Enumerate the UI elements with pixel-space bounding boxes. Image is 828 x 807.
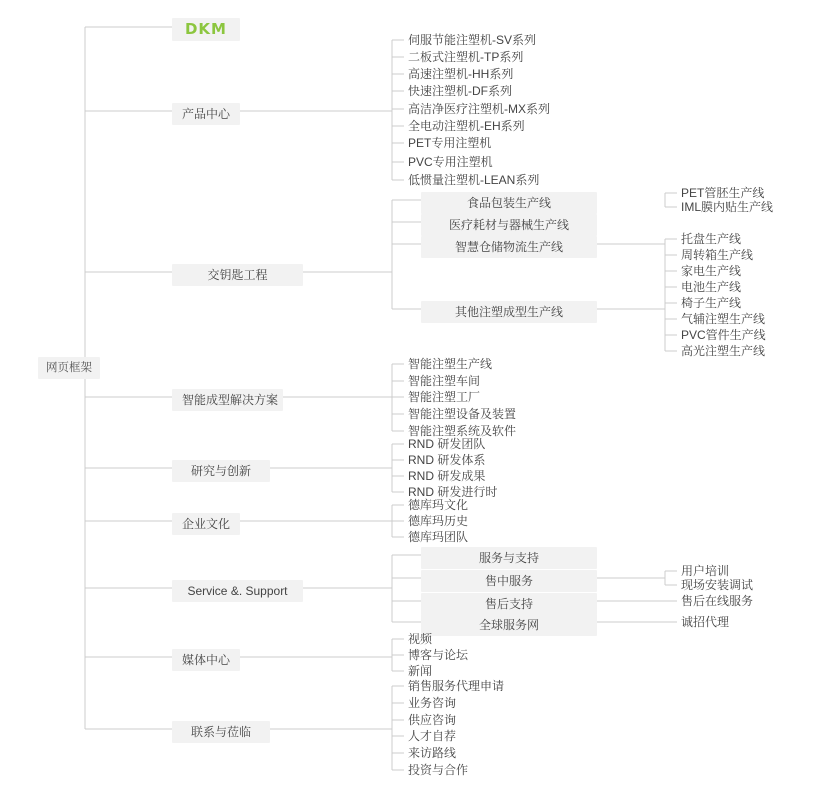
leaf-smart-software[interactable]: 智能注塑系统及软件 (408, 424, 517, 438)
node-food-packaging-line[interactable]: 食品包装生产线 (421, 192, 597, 214)
leaf-product-df[interactable]: 快速注塑机-DF系列 (408, 84, 512, 98)
root-node[interactable]: 网页框架 (38, 357, 100, 379)
leaf-smart-equipment[interactable]: 智能注塑设备及装置 (408, 407, 517, 421)
branch-smart-molding[interactable]: 智能成型解决方案 (172, 389, 283, 411)
leaf-rnd-system[interactable]: RND 研发体系 (408, 453, 486, 467)
leaf-product-pet[interactable]: PET专用注塑机 (408, 136, 492, 150)
leaf-iml-line[interactable]: IML膜内贴生产线 (681, 200, 774, 214)
leaf-battery-line[interactable]: 电池生产线 (681, 280, 742, 294)
leaf-visit-route[interactable]: 来访路线 (408, 746, 457, 760)
leaf-supply-inquiry[interactable]: 供应咨询 (408, 713, 457, 727)
branch-culture[interactable]: 企业文化 (172, 513, 240, 535)
branch-media[interactable]: 媒体中心 (172, 649, 240, 671)
leaf-investment-cooperation[interactable]: 投资与合作 (408, 763, 469, 777)
dkm-logo: DKM (184, 20, 227, 38)
node-service-support[interactable]: 服务与支持 (421, 547, 597, 569)
leaf-agent-recruitment[interactable]: 诚招代理 (681, 615, 730, 629)
leaf-rnd-team[interactable]: RND 研发团队 (408, 437, 486, 451)
leaf-pvc-fitting-line[interactable]: PVC管件生产线 (681, 328, 766, 342)
leaf-pallet-line[interactable]: 托盘生产线 (681, 232, 742, 246)
leaf-sales-agent-application[interactable]: 销售服务代理申请 (408, 679, 505, 693)
node-during-sale-service[interactable]: 售中服务 (421, 570, 597, 592)
leaf-video[interactable]: 视频 (408, 632, 433, 646)
leaf-product-eh[interactable]: 全电动注塑机-EH系列 (408, 119, 525, 133)
leaf-product-lean[interactable]: 低惯量注塑机-LEAN系列 (408, 173, 540, 187)
leaf-user-training[interactable]: 用户培训 (681, 564, 730, 578)
leaf-business-inquiry[interactable]: 业务咨询 (408, 696, 457, 710)
leaf-rnd-results[interactable]: RND 研发成果 (408, 469, 486, 483)
leaf-high-gloss-line[interactable]: 高光注塑生产线 (681, 344, 766, 358)
leaf-rnd-ongoing[interactable]: RND 研发进行时 (408, 485, 498, 499)
branch-research[interactable]: 研究与创新 (172, 460, 270, 482)
branch-service-support[interactable]: Service &. Support (172, 580, 303, 602)
leaf-smart-workshop[interactable]: 智能注塑车间 (408, 374, 481, 388)
node-smart-logistics-line[interactable]: 智慧仓储物流生产线 (421, 236, 597, 258)
leaf-product-pvc[interactable]: PVC专用注塑机 (408, 155, 493, 169)
leaf-pet-preform-line[interactable]: PET管胚生产线 (681, 186, 765, 200)
leaf-news[interactable]: 新闻 (408, 664, 433, 678)
leaf-appliance-line[interactable]: 家电生产线 (681, 264, 742, 278)
leaf-product-sv[interactable]: 伺服节能注塑机-SV系列 (408, 33, 537, 47)
leaf-smart-factory[interactable]: 智能注塑工厂 (408, 390, 481, 404)
branch-products[interactable]: 产品中心 (172, 103, 240, 125)
leaf-product-tp[interactable]: 二板式注塑机-TP系列 (408, 50, 524, 64)
logo-node[interactable] (172, 18, 240, 41)
leaf-online-aftersale[interactable]: 售后在线服务 (681, 594, 754, 608)
node-other-molding-lines[interactable]: 其他注塑成型生产线 (421, 301, 597, 323)
leaf-talent-application[interactable]: 人才自荐 (408, 729, 457, 743)
node-global-service-network[interactable]: 全球服务网 (421, 614, 597, 636)
branch-turnkey[interactable]: 交钥匙工程 (172, 264, 303, 286)
leaf-chair-line[interactable]: 椅子生产线 (681, 296, 742, 310)
leaf-culture-history[interactable]: 德库玛历史 (408, 514, 469, 528)
leaf-onsite-installation[interactable]: 现场安装调试 (681, 578, 754, 592)
leaf-product-mx[interactable]: 高洁净医疗注塑机-MX系列 (408, 102, 550, 116)
node-medical-consumables-line[interactable]: 医疗耗材与器械生产线 (421, 214, 597, 236)
branch-contact[interactable]: 联系与莅临 (172, 721, 270, 743)
leaf-crate-line[interactable]: 周转箱生产线 (681, 248, 754, 262)
leaf-culture-values[interactable]: 德库玛文化 (408, 498, 469, 512)
leaf-product-hh[interactable]: 高速注塑机-HH系列 (408, 67, 514, 81)
leaf-gas-assist-line[interactable]: 气辅注塑生产线 (681, 312, 766, 326)
node-after-sale-support[interactable]: 售后支持 (421, 593, 597, 615)
leaf-blog-forum[interactable]: 博客与论坛 (408, 648, 469, 662)
leaf-smart-line[interactable]: 智能注塑生产线 (408, 357, 493, 371)
leaf-culture-team[interactable]: 德库玛团队 (408, 530, 469, 544)
